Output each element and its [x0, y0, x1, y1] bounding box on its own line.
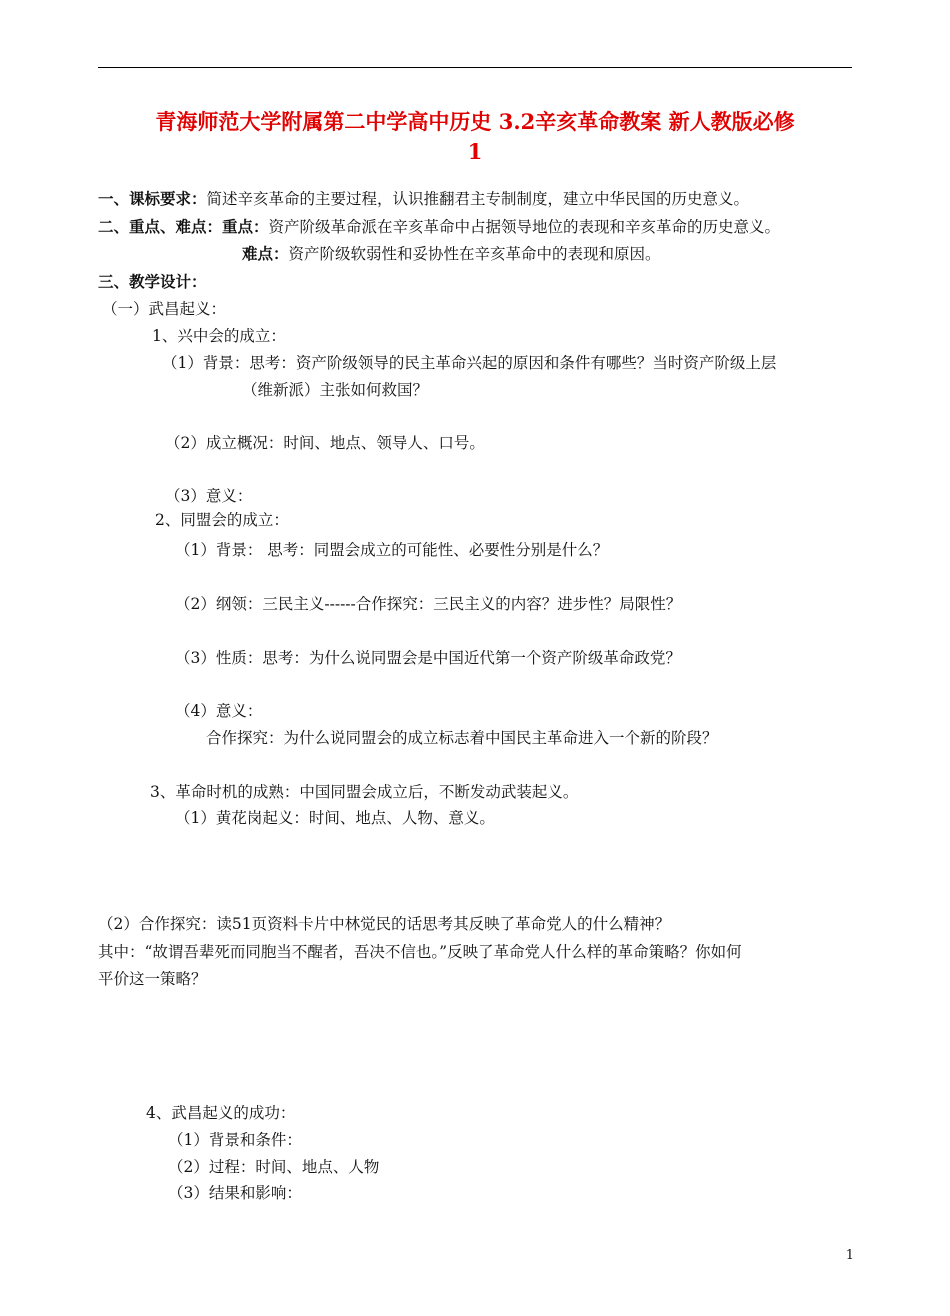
subsection-heading: 3、革命时机的成熟：中国同盟会成立后，不断发动武装起义。 [150, 783, 579, 801]
section-label: 一、课标要求： [98, 189, 207, 208]
paragraph: 平价这一策略？ [98, 970, 207, 988]
difficult-point-text: 资产阶级软弱性和妥协性在辛亥革命中的表现和原因。 [288, 245, 661, 263]
difficult-point [242, 244, 661, 264]
list-item-continued: 合作探究：为什么说同盟会的成立标志着中国民主革命进入一个新的阶段？ [206, 729, 718, 747]
section-label: 二、重点、难点： [98, 217, 223, 236]
list-item: （2）成立概况：时间、地点、领导人、口号。 [165, 434, 485, 452]
section-key-points [98, 217, 780, 237]
difficult-point-label: 难点： [242, 244, 289, 263]
paragraph: （2）合作探究：读51页资料卡片中林觉民的话思考其反映了革命党人的什么精神？ [98, 915, 671, 933]
list-item: （3）意义： [165, 487, 253, 505]
list-item: （2）过程：时间、地点、人物 [168, 1158, 380, 1176]
key-point-text: 资产阶级革命派在辛亥革命中占据领导地位的表现和辛亥革命的历史意义。 [268, 218, 781, 236]
list-item: （1）背景和条件： [168, 1131, 302, 1149]
document-title-continued: 1 [467, 139, 483, 164]
section-curriculum [98, 189, 749, 209]
paragraph: 其中：“故谓吾辈死而同胞当不醒者，吾决不信也。”反映了革命党人什么样的革命策略？你如何 [98, 943, 742, 961]
part-heading: （一）武昌起义： [102, 300, 227, 318]
subsection-heading: 1、兴中会的成立： [152, 327, 286, 345]
subsection-heading: 2、同盟会的成立： [155, 511, 289, 529]
document-title: 青海师范大学附属第二中学高中历史 3.2辛亥革命教案 新人教版必修 [155, 109, 795, 134]
section-teaching-design: 三、教学设计： [98, 272, 207, 291]
page-number: 1 [845, 1248, 854, 1263]
list-item: （4）意义： [175, 702, 263, 720]
section-text: 简述辛亥革命的主要过程，认识推翻君主专制制度，建立中华民国的历史意义。 [206, 190, 750, 208]
list-item: （3）性质：思考：为什么说同盟会是中国近代第一个资产阶级革命政党？ [175, 649, 681, 667]
subsection-heading: 4、武昌起义的成功： [146, 1104, 296, 1122]
list-item: （1）背景： 思考：同盟会成立的可能性、必要性分别是什么？ [175, 541, 609, 559]
list-item: （2）纲领：三民主义------合作探究：三民主义的内容？进步性？局限性？ [175, 595, 682, 613]
key-point-label: 重点： [222, 217, 269, 236]
list-item-continued: （维新派）主张如何救国？ [242, 381, 429, 399]
list-item: （1）背景：思考：资产阶级领导的民主革命兴起的原因和条件有哪些？当时资产阶级上层 [162, 354, 777, 372]
header-rule [98, 67, 852, 68]
list-item: （1）黄花岗起义：时间、地点、人物、意义。 [175, 809, 495, 827]
list-item: （3）结果和影响： [168, 1184, 302, 1202]
